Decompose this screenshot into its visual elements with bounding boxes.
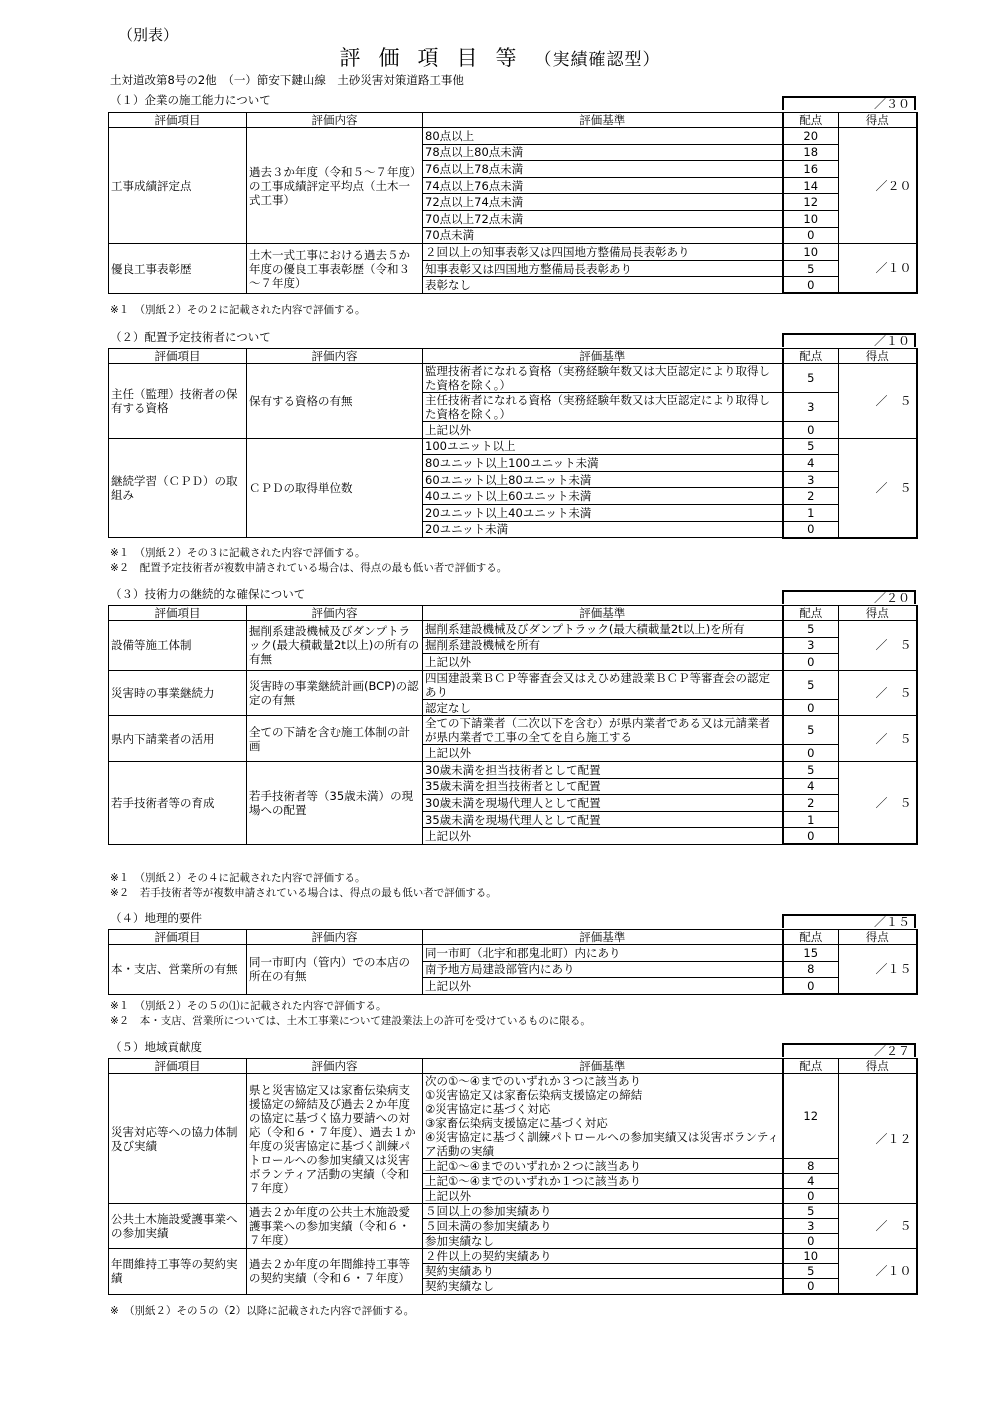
eval-criterion: 次の①～④までのいずれか３つに該当あり ①災害協定又は家畜伝染病支援協定の締結 ②災害協定に基づく対応 ③家畜伝染病支援協定に基づく対応 ④災害協定に基づく訓練パトロールへの参加実績又は災害ボランティア活動の実績: [423, 1074, 783, 1159]
eval-points: 20: [783, 128, 839, 145]
eval-points: 15: [783, 945, 839, 962]
eval-points: 0: [783, 654, 839, 671]
section-4-header: [110, 912, 916, 928]
eval-criterion: 上記以外: [423, 654, 783, 671]
col-header-points: 配点: [783, 349, 839, 364]
eval-points: 18: [783, 144, 839, 161]
eval-criterion: ２回以上の知事表彰又は四国地方整備局長表彰あり: [423, 244, 783, 261]
eval-points: 10: [783, 210, 839, 227]
col-header-score: 得点: [839, 113, 917, 128]
col-header-criteria: 評価基準: [423, 930, 783, 945]
eval-criterion: 監理技術者になれる資格（実務経験年数又は大臣認定により取得した資格を除く。）: [423, 364, 783, 393]
eval-points: 8: [783, 961, 839, 978]
eval-points: 14: [783, 177, 839, 194]
eval-criterion: 契約実績あり: [423, 1264, 783, 1279]
eval-criterion: 35歳未満を現場代理人として配置: [423, 811, 783, 828]
col-header-criteria: 評価基準: [423, 113, 783, 128]
eval-criterion: ２件以上の契約実績あり: [423, 1249, 783, 1264]
eval-points: 0: [783, 828, 839, 845]
eval-criterion: 主任技術者になれる資格（実務経験年数又は大臣認定により取得した資格を除く。）: [423, 393, 783, 422]
section-5-notes: [110, 1303, 414, 1318]
eval-points: 5: [783, 1204, 839, 1219]
eval-criterion: 20ユニット未満: [423, 521, 783, 538]
eval-criterion: 上記①～④までのいずれか２つに該当あり: [423, 1159, 783, 1174]
table-row: [109, 670, 917, 699]
eval-content: 掘削系建設機械及びダンプトラック(最大積載量2t以上)の所有の有無: [247, 621, 423, 671]
table-row: [109, 1074, 917, 1159]
section-1-total: ／３０: [782, 96, 916, 110]
eval-criterion: 上記以外: [423, 978, 783, 995]
section-4-table: [108, 929, 918, 995]
table-row: [109, 761, 917, 778]
eval-item: 災害時の事業継続力: [109, 670, 247, 716]
footnote: ※１ （別紙２）その３に記載された内容で評価する。: [110, 547, 366, 559]
footnote: ※２ 本・支店、営業所については、土木工事業について建設業法上の許可を受けているものに限る。: [110, 1015, 591, 1027]
section-5-header: [110, 1041, 916, 1057]
eval-points: 0: [783, 745, 839, 762]
eval-points: 3: [783, 1219, 839, 1234]
col-header-score: 得点: [839, 930, 917, 945]
table-row: [109, 364, 917, 393]
section-2-label: （２）配置予定技術者について: [110, 330, 271, 344]
col-header-content: 評価内容: [247, 349, 423, 364]
page-title: [0, 42, 1000, 72]
eval-points: 0: [783, 1189, 839, 1204]
eval-criterion: 上記以外: [423, 1189, 783, 1204]
eval-criterion: 表彰なし: [423, 277, 783, 294]
eval-points: 1: [783, 811, 839, 828]
col-header-content: 評価内容: [247, 606, 423, 621]
eval-points: 0: [783, 1279, 839, 1295]
eval-points: 3: [783, 637, 839, 654]
col-header-content: 評価内容: [247, 1059, 423, 1074]
eval-item: 公共土木施設愛護事業への参加実績: [109, 1204, 247, 1249]
eval-criterion: ５回以上の参加実績あり: [423, 1204, 783, 1219]
col-header-criteria: 評価基準: [423, 606, 783, 621]
eval-criterion: 同一市町（北宇和郡鬼北町）内にあり: [423, 945, 783, 962]
eval-criterion: 70点未満: [423, 227, 783, 244]
section-3-notes: [110, 870, 497, 900]
col-header-item: 評価項目: [109, 113, 247, 128]
eval-points: 5: [783, 670, 839, 699]
section-5-total: ／２７: [782, 1043, 916, 1057]
section-1-notes: [110, 302, 366, 317]
col-header-criteria: 評価基準: [423, 1059, 783, 1074]
eval-points: 3: [783, 393, 839, 422]
eval-points: 5: [783, 364, 839, 393]
eval-item: 設備等施工体制: [109, 621, 247, 671]
footnote: ※１ （別紙２）その４に記載された内容で評価する。: [110, 872, 366, 884]
eval-criterion: 上記以外: [423, 745, 783, 762]
col-header-content: 評価内容: [247, 113, 423, 128]
eval-criterion: 74点以上76点未満: [423, 177, 783, 194]
eval-score: ／ ５: [839, 364, 917, 439]
table-row: [109, 1204, 917, 1219]
table-row: [109, 244, 917, 261]
section-2-total: ／１０: [782, 333, 916, 347]
eval-score: ／ ５: [839, 716, 917, 762]
col-header-score: 得点: [839, 606, 917, 621]
eval-points: 5: [783, 438, 839, 455]
eval-content: 過去３か年度（令和５～７年度）の工事成績評定平均点（土木一式工事）: [247, 128, 423, 244]
col-header-criteria: 評価基準: [423, 349, 783, 364]
eval-criterion: 100ユニット以上: [423, 438, 783, 455]
eval-item: 工事成績評定点: [109, 128, 247, 244]
eval-points: 16: [783, 161, 839, 178]
project-name: 土対道改第8号の2他 （一）節安下鍵山線 土砂災害対策道路工事他: [110, 73, 464, 87]
eval-score: ／ ５: [839, 761, 917, 844]
eval-criterion: 40ユニット以上60ユニット未満: [423, 488, 783, 505]
title-main: 評価項目等: [339, 46, 535, 70]
eval-points: 5: [783, 260, 839, 277]
eval-content: 土木一式工事における過去５か年度の優良工事表彰歴（令和３～７年度）: [247, 244, 423, 294]
eval-content: 若手技術者等（35歳未満）の現場への配置: [247, 761, 423, 844]
eval-criterion: 70点以上72点未満: [423, 210, 783, 227]
eval-score: ／２０: [839, 128, 917, 244]
col-header-item: 評価項目: [109, 930, 247, 945]
eval-points: 4: [783, 1174, 839, 1189]
eval-criterion: 上記以外: [423, 828, 783, 845]
eval-score: ／１０: [839, 1249, 917, 1295]
section-3-table: [108, 605, 918, 845]
eval-item: 県内下請業者の活用: [109, 716, 247, 762]
col-header-item: 評価項目: [109, 349, 247, 364]
eval-points: 0: [783, 978, 839, 995]
eval-content: 災害時の事業継続計画(BCP)の認定の有無: [247, 670, 423, 716]
eval-score: ／ ５: [839, 438, 917, 538]
eval-item: 年間維持工事等の契約実績: [109, 1249, 247, 1295]
col-header-points: 配点: [783, 930, 839, 945]
eval-score: ／ ５: [839, 1204, 917, 1249]
eval-criterion: 知事表彰又は四国地方整備局長表彰あり: [423, 260, 783, 277]
eval-criterion: 30歳未満を現場代理人として配置: [423, 795, 783, 812]
eval-criterion: 80ユニット以上100ユニット未満: [423, 455, 783, 472]
table-row: [109, 1249, 917, 1264]
eval-criterion: 掘削系建設機械及びダンプトラック(最大積載量2t以上)を所有: [423, 621, 783, 638]
eval-content: 保有する資格の有無: [247, 364, 423, 439]
eval-content: 過去２か年度の年間維持工事等の契約実績（令和６・７年度）: [247, 1249, 423, 1295]
eval-points: 12: [783, 194, 839, 211]
section-2-table: [108, 348, 918, 539]
section-2-header: [110, 331, 916, 347]
section-1-label: （１）企業の施工能力について: [110, 93, 271, 107]
col-header-score: 得点: [839, 1059, 917, 1074]
eval-criterion: 全ての下請業者（二次以下を含む）が県内業者である又は元請業者が県内業者で工事の全てを自ら施工する: [423, 716, 783, 745]
eval-criterion: 72点以上74点未満: [423, 194, 783, 211]
eval-criterion: 南予地方局建設部管内にあり: [423, 961, 783, 978]
eval-score: ／ ５: [839, 670, 917, 716]
eval-points: 0: [783, 1234, 839, 1249]
eval-criterion: 20ユニット以上40ユニット未満: [423, 504, 783, 521]
section-3-header: [110, 588, 916, 604]
footnote: ※１ （別紙２）その５の⑴に記載された内容で評価する。: [110, 1000, 387, 1012]
eval-criterion: 78点以上80点未満: [423, 144, 783, 161]
eval-score: ／ ５: [839, 621, 917, 671]
eval-criterion: 参加実績なし: [423, 1234, 783, 1249]
eval-score: ／１５: [839, 945, 917, 995]
eval-item: 主任（監理）技術者の保有する資格: [109, 364, 247, 439]
section-3-total: ／２０: [782, 590, 916, 604]
eval-item: 災害対応等への協力体制及び実績: [109, 1074, 247, 1204]
eval-points: 12: [783, 1074, 839, 1159]
header-row: [109, 606, 917, 621]
eval-score: ／１０: [839, 244, 917, 294]
eval-content: 同一市町内（管内）での本店の所在の有無: [247, 945, 423, 995]
eval-content: 県と災害協定又は家畜伝染病支援協定の締結及び過去２か年度の協定に基づく協力要請への対応（令和６・７年度）、過去１か年度の災害協定に基づく訓練パトロールへの参加実績又は災害ボランティア活動の実績（令和７年度）: [247, 1074, 423, 1204]
eval-criterion: 80点以上: [423, 128, 783, 145]
col-header-item: 評価項目: [109, 606, 247, 621]
section-4-label: （４）地理的要件: [110, 911, 202, 925]
eval-content: 全ての下請を含む施工体制の計画: [247, 716, 423, 762]
eval-score: ／１２: [839, 1074, 917, 1204]
footnote: ※ （別紙２）その５の（2）以降に記載された内容で評価する。: [110, 1305, 415, 1317]
eval-criterion: 認定なし: [423, 699, 783, 716]
eval-points: 8: [783, 1159, 839, 1174]
col-header-score: 得点: [839, 349, 917, 364]
eval-points: 3: [783, 471, 839, 488]
eval-content: ＣＰＤの取得単位数: [247, 438, 423, 538]
eval-points: 2: [783, 488, 839, 505]
eval-criterion: 60ユニット以上80ユニット未満: [423, 471, 783, 488]
eval-points: 0: [783, 699, 839, 716]
eval-content: 過去２か年度の公共土木施設愛護事業への参加実績（令和６・７年度）: [247, 1204, 423, 1249]
header-row: [109, 1059, 917, 1074]
col-header-points: 配点: [783, 113, 839, 128]
col-header-content: 評価内容: [247, 930, 423, 945]
table-row: [109, 621, 917, 638]
eval-item: 優良工事表彰歴: [109, 244, 247, 294]
title-sub: （実績確認型）: [534, 50, 661, 70]
eval-points: 5: [783, 716, 839, 745]
header-row: [109, 930, 917, 945]
eval-points: 0: [783, 277, 839, 294]
col-header-points: 配点: [783, 1059, 839, 1074]
col-header-item: 評価項目: [109, 1059, 247, 1074]
table-row: [109, 438, 917, 455]
eval-criterion: 76点以上78点未満: [423, 161, 783, 178]
header-row: [109, 113, 917, 128]
eval-points: 1: [783, 504, 839, 521]
eval-item: 若手技術者等の育成: [109, 761, 247, 844]
eval-criterion: 上記以外: [423, 422, 783, 439]
col-header-points: 配点: [783, 606, 839, 621]
section-4-notes: [110, 998, 591, 1028]
footnote: ※１ （別紙２）その２に記載された内容で評価する。: [110, 304, 366, 316]
table-row: [109, 716, 917, 745]
section-1-table: [108, 112, 918, 294]
footnote: ※２ 若手技術者等が複数申請されている場合は、得点の最も低い者で評価する。: [110, 887, 497, 899]
table-row: [109, 128, 917, 145]
eval-criterion: 四国建設業ＢＣＰ等審査会又はえひめ建設業ＢＣＰ等審査会の認定あり: [423, 670, 783, 699]
eval-points: 0: [783, 227, 839, 244]
section-4-total: ／１５: [782, 914, 916, 928]
eval-criterion: ５回未満の参加実績あり: [423, 1219, 783, 1234]
eval-criterion: 掘削系建設機械を所有: [423, 637, 783, 654]
attachment-label: （別表）: [118, 26, 179, 44]
eval-points: 0: [783, 521, 839, 538]
eval-criterion: 上記①～④までのいずれか１つに該当あり: [423, 1174, 783, 1189]
section-5-label: （５）地域貢献度: [110, 1040, 202, 1054]
section-2-notes: [110, 545, 507, 575]
eval-points: 4: [783, 778, 839, 795]
eval-item: 本・支店、営業所の有無: [109, 945, 247, 995]
eval-points: 5: [783, 621, 839, 638]
table-row: [109, 945, 917, 962]
header-row: [109, 349, 917, 364]
eval-points: 4: [783, 455, 839, 472]
footnote: ※２ 配置予定技術者が複数申請されている場合は、得点の最も低い者で評価する。: [110, 562, 508, 574]
eval-criterion: 契約実績なし: [423, 1279, 783, 1295]
eval-points: 2: [783, 795, 839, 812]
eval-item: 継続学習（ＣＰＤ）の取組み: [109, 438, 247, 538]
eval-criterion: 35歳未満を担当技術者として配置: [423, 778, 783, 795]
section-5-table: [108, 1058, 918, 1295]
eval-points: 10: [783, 244, 839, 261]
section-3-label: （３）技術力の継続的な確保について: [110, 587, 306, 601]
eval-points: 5: [783, 761, 839, 778]
eval-criterion: 30歳未満を担当技術者として配置: [423, 761, 783, 778]
section-1-header: [110, 94, 916, 110]
eval-points: 10: [783, 1249, 839, 1264]
eval-points: 0: [783, 422, 839, 439]
eval-points: 5: [783, 1264, 839, 1279]
